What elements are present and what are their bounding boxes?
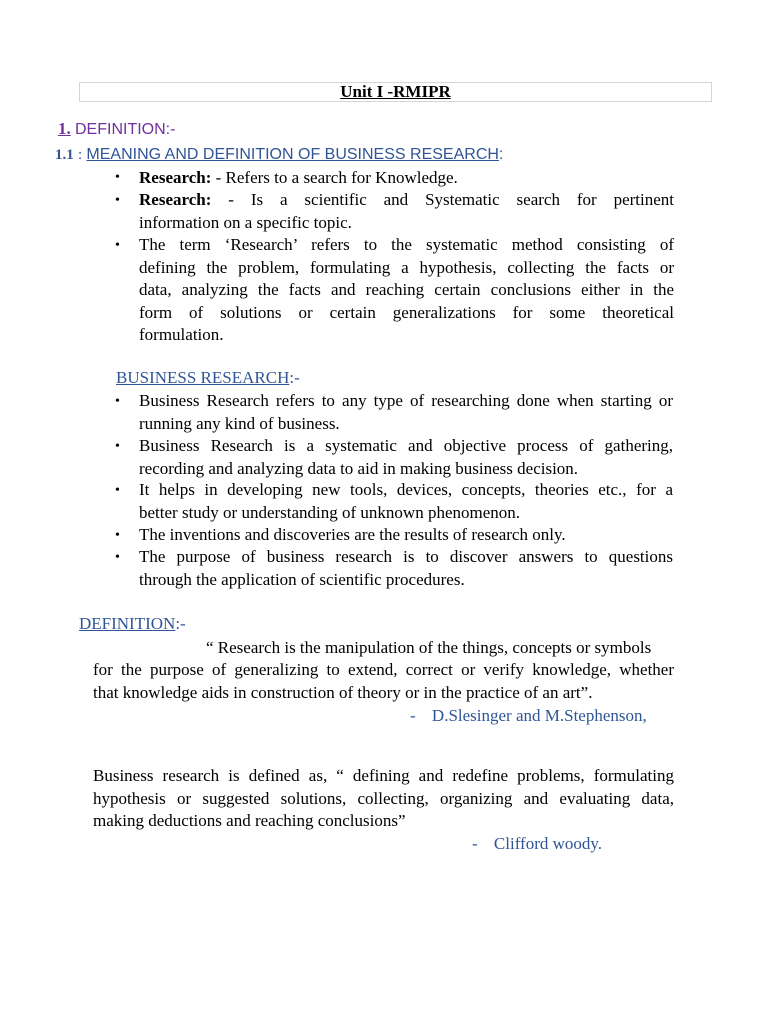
heading-trail: :- [175,614,186,633]
quote-attribution [410,705,647,727]
bullet-line: defining the problem, formulating a hypothesis, collecting the facts or [139,257,674,277]
business-bullet-3 [139,479,673,524]
bullet-marker: • [115,238,120,253]
business-bullet-1 [139,390,673,435]
bullet-bold-term: Research: [139,190,212,209]
quote-line: hypothesis or suggested solutions, collecting, organizing and evaluating data, [93,788,674,808]
attribution-dash: - [472,834,478,853]
bullet-line: The purpose of business research is to discover answers to questions [139,547,673,566]
research-bullet-1 [139,167,458,189]
bullet-line: formulation. [139,325,224,344]
business-bullet-4: The inventions and discoveries are the results of research only. [139,525,566,544]
heading-number: 1. [58,119,71,138]
bullet-bold-term: Research: [139,168,212,187]
quote-line: “ Research is the manipulation of the things, concepts or symbols [206,638,652,657]
bullet-marker: • [115,483,120,498]
page-title: Unit I -RMIPR [340,82,451,101]
title-box [79,82,712,102]
bullet-line: better study or understanding of unknown phenomenon. [139,502,521,522]
bullet-marker: • [115,550,120,565]
heading-definition [58,118,175,141]
attribution-author: D.Slesinger and M.Stephenson, [431,706,647,725]
quote-line: Business research is defined as, “ defining and redefine problems, formulating [93,766,674,785]
bullet-marker: • [115,193,120,208]
bullet-line: information on a specific topic. [139,212,352,232]
quote-line: that knowledge aids in construction of theory or in the practice of an art”. [93,682,593,702]
research-bullet-3 [139,234,674,347]
subheading-text: MEANING AND DEFINITION OF BUSINESS RESEARCH [86,146,499,163]
bullet-line: It helps in developing new tools, devices, concepts, theories etc., for a [139,480,673,499]
heading-meaning [55,143,503,166]
bullet-marker: • [115,528,120,543]
bullet-marker: • [115,439,120,454]
bullet-line: The term ‘Research’ refers to the systematic method consisting of [139,235,674,254]
quote-body [93,659,674,704]
heading-business-research [116,367,300,389]
heading-definition-2 [79,613,186,635]
bullet-marker: • [115,394,120,409]
bullet-marker: • [115,170,120,185]
quote-attribution [472,833,602,855]
heading-trail: :- [289,368,300,387]
attribution-dash: - [410,706,416,725]
quote-line: making deductions and reaching conclusions” [93,811,406,830]
subheading-trail: : [498,146,504,163]
subheading-number: 1.1 [55,147,74,163]
bullet-line: form of solutions or certain generalizations for some theoretical [139,302,674,322]
bullet-line: recording and analyzing data to aid in making business decision. [139,458,579,478]
bullet-line: through the application of scientific procedures. [139,569,465,589]
attribution-author: Clifford woody. [493,834,603,853]
bullet-line: Research: - Is a scientific and Systematic search for pertinent [139,190,674,209]
heading-text: DEFINITION [79,614,176,633]
business-bullet-2 [139,435,673,480]
heading-text: BUSINESS RESEARCH [116,368,290,387]
bullet-line: Business Research refers to any type of researching done when starting or [139,391,673,410]
heading-text: DEFINITION:- [75,121,176,138]
quote-body [93,765,674,833]
subheading-colon: : [78,147,83,163]
research-bullet-2 [139,189,674,234]
bullet-line: Business Research is a systematic and objective process of gathering, [139,436,673,455]
business-bullet-5 [139,546,673,591]
bullet-text: - Refers to a search for Knowledge. [211,168,458,187]
bullet-line: data, analyzing the facts and reaching certain conclusions either in the [139,280,674,299]
quote-line: for the purpose of generalizing to extend, correct or verify knowledge, whether [93,660,674,679]
bullet-line: running any kind of business. [139,413,340,433]
